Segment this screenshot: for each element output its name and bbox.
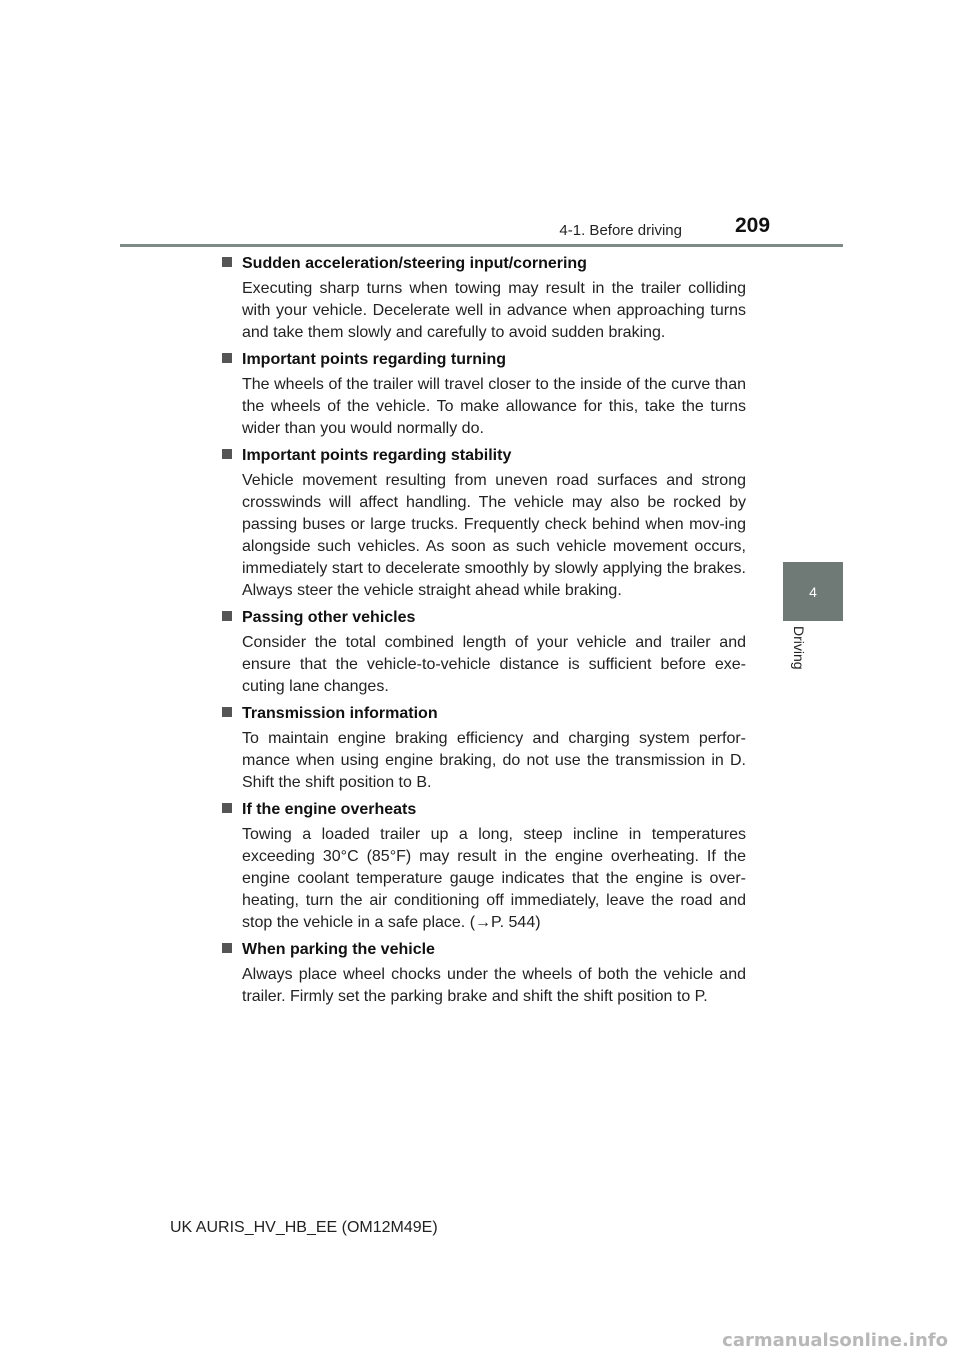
square-bullet-icon [222, 943, 232, 953]
section-item [222, 799, 746, 934]
section-body: The wheels of the trailer will travel closer to the inside of the curve than the wheels of the vehicle. To make allowance for this, take the turns wider than you would normally do. [242, 376, 746, 437]
heading-text: Sudden acceleration/steering input/cornering [242, 255, 587, 272]
section-heading [222, 703, 746, 725]
section-heading [222, 799, 746, 821]
section-item [222, 349, 746, 440]
chapter-tab [783, 562, 843, 621]
heading-text: Important points regarding stability [242, 447, 512, 464]
section-heading [222, 253, 746, 275]
section-body: Towing a loaded trailer up a long, steep incline in temperatures exceeding 30°C (85°F) may result in the engine overheating. If the engine coolant temperature gauge indicates that the engine is over-heating, turn the air conditioning off immediately, leave the road and stop the vehicle in a safe place. (→P. 544) [242, 826, 746, 931]
section-body: Executing sharp turns when towing may result in the trailer colliding with your vehicle. Decelerate well in advance when approaching turns and take them slowly and carefully to avoid sudden braking. [242, 280, 746, 341]
section-item [222, 703, 746, 794]
chapter-label: Driving [791, 626, 807, 670]
square-bullet-icon [222, 707, 232, 717]
header-divider [120, 244, 843, 247]
chapter-number: 4 [809, 583, 817, 600]
section-item [222, 445, 746, 602]
heading-text: When parking the vehicle [242, 941, 435, 958]
section-heading [222, 349, 746, 371]
square-bullet-icon [222, 611, 232, 621]
section-body: Vehicle movement resulting from uneven road surfaces and strong crosswinds will affect handling. The vehicle may also be rocked by passing buses or large trucks. Frequently check behind when mov-ing alongside such vehicles. As soon as such vehicle movement occurs, immediately start to decelerate smoothly by slowly applying the brakes. Always steer the vehicle straight ahead while braking. [242, 472, 746, 599]
section-item [222, 939, 746, 1008]
page-number: 209 [735, 214, 771, 237]
square-bullet-icon [222, 353, 232, 363]
square-bullet-icon [222, 257, 232, 267]
square-bullet-icon [222, 803, 232, 813]
section-heading [222, 607, 746, 629]
section-body: Always place wheel chocks under the wheels of both the vehicle and trailer. Firmly set the parking brake and shift the shift position to P. [242, 966, 746, 1005]
model-code-footer: UK AURIS_HV_HB_EE (OM12M49E) [170, 1219, 438, 1236]
heading-text: Passing other vehicles [242, 609, 416, 626]
section-body: Consider the total combined length of your vehicle and trailer and ensure that the vehicle-to-vehicle distance is sufficient before exe-cuting lane changes. [242, 634, 746, 695]
heading-text: If the engine overheats [242, 801, 417, 818]
section-item [222, 253, 746, 344]
section-heading [222, 445, 746, 467]
page-content [222, 253, 746, 1013]
heading-text: Important points regarding turning [242, 351, 506, 368]
section-body: To maintain engine braking efficiency and charging system perfor-mance when using engine braking, do not use the transmission in D. Shift the shift position to B. [242, 730, 746, 791]
section-title: 4-1. Before driving [559, 222, 682, 239]
heading-text: Transmission information [242, 705, 438, 722]
section-item [222, 607, 746, 698]
section-heading [222, 939, 746, 961]
square-bullet-icon [222, 449, 232, 459]
watermark-text: carmanualsonline.info [722, 1330, 948, 1351]
